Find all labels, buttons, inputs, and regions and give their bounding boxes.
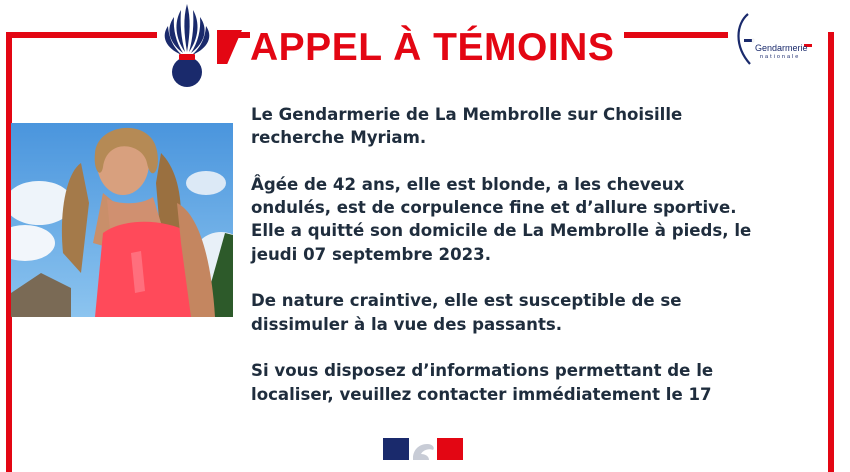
- notice-line: ondulés, est de corpulence fine et d’allure sportive.: [251, 198, 737, 218]
- notice-text: [251, 103, 821, 406]
- notice-paragraph: [251, 173, 821, 266]
- notice-line: localiser, veuillez contacter immédiatement le 17: [251, 384, 712, 404]
- notice-paragraph: [251, 359, 821, 406]
- notice-line: De nature craintive, elle est susceptible de se: [251, 291, 682, 311]
- republique-francaise-logo: [383, 436, 463, 460]
- missing-person-photo: [11, 123, 233, 317]
- notice-paragraph: [251, 103, 821, 150]
- logo-name: Gendarmerie: [755, 43, 808, 53]
- notice-line: jeudi 07 septembre 2023.: [251, 244, 492, 264]
- page-title: APPEL À TÉMOINS: [250, 24, 624, 72]
- notice-line: dissimuler à la vue des passants.: [251, 314, 563, 334]
- grenade-emblem-icon: [157, 0, 217, 92]
- logo-subtitle: nationale: [760, 54, 801, 60]
- notice-line: Le Gendarmerie de La Membrolle sur Choisille: [251, 105, 683, 124]
- notice-line: recherche Myriam.: [251, 128, 427, 148]
- notice-line: Elle a quitté son domicile de La Membrolle à pieds, le: [251, 221, 752, 241]
- notice-line: Si vous disposez d’informations permettant de le: [251, 361, 714, 381]
- notice-line: Âgée de 42 ans, elle est blonde, a les cheveux: [251, 174, 685, 194]
- notice-paragraph: [251, 289, 821, 336]
